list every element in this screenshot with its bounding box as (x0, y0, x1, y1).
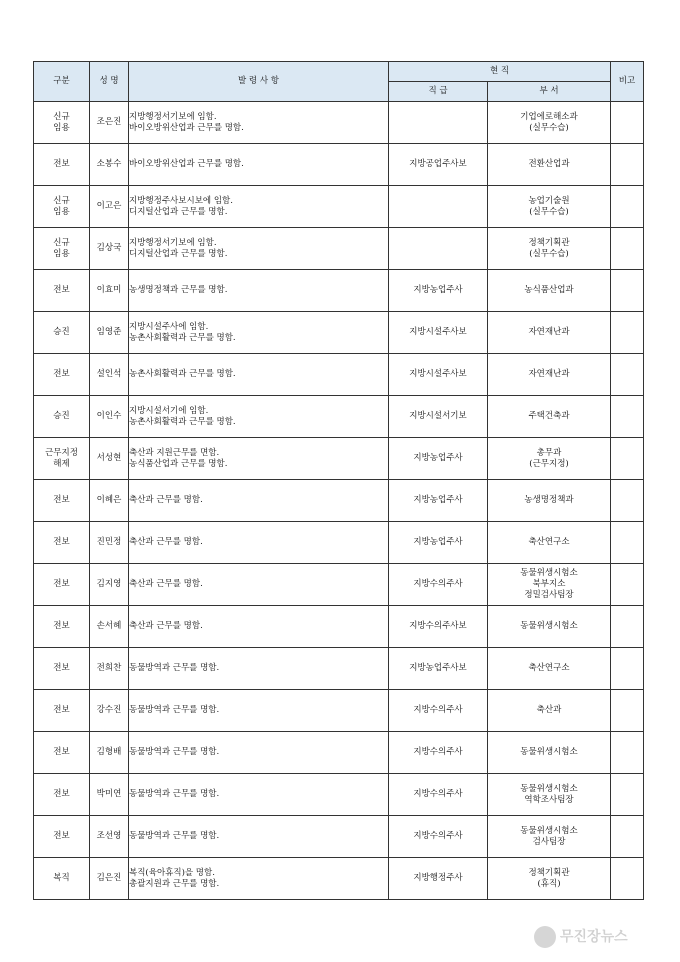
cell-order (129, 774, 389, 816)
cell-department-text: 동물위생시험소 북부지소 정밀검사팀장 (520, 568, 578, 600)
cell-department-text: 축산연구소 (528, 537, 570, 547)
cell-note (611, 186, 644, 228)
table-row (34, 732, 644, 774)
cell-department (488, 816, 611, 858)
cell-note (611, 228, 644, 270)
cell-grade (389, 228, 488, 270)
cell-order-text: 지방행정서기보에 임함. 디지털산업과 근무를 명함. (129, 237, 228, 259)
table-body (34, 102, 644, 900)
cell-department-text: 축산연구소 (528, 663, 570, 673)
cell-note (611, 690, 644, 732)
cell-name-text: 전희찬 (96, 663, 122, 673)
table-row (34, 480, 644, 522)
cell-department (488, 606, 611, 648)
cell-department-text: 농식품산업과 (524, 285, 574, 295)
cell-name-text: 강수진 (96, 705, 122, 715)
cell-note (611, 648, 644, 690)
cell-order (129, 480, 389, 522)
table-row (34, 144, 644, 186)
cell-grade-text: 지방농업주사 (413, 453, 463, 463)
cell-grade (389, 480, 488, 522)
cell-category (34, 396, 90, 438)
table-row (34, 648, 644, 690)
cell-order (129, 354, 389, 396)
cell-category (34, 354, 90, 396)
cell-department-text: 동물위생시험소 (520, 747, 578, 757)
cell-name-text: 손서혜 (96, 621, 122, 631)
cell-category (34, 606, 90, 648)
cell-grade (389, 732, 488, 774)
cell-note (611, 606, 644, 648)
cell-category-text: 전보 (53, 159, 70, 169)
cell-order-text: 지방행정서기보에 임함. 바이오방위산업과 근무를 명함. (129, 111, 244, 133)
cell-name-text: 임영준 (96, 327, 122, 337)
cell-grade-text: 지방수의주사 (413, 789, 463, 799)
cell-category-text: 전보 (53, 705, 70, 715)
cell-category-text: 전보 (53, 831, 70, 841)
cell-name-text: 김은진 (96, 873, 122, 883)
cell-grade (389, 816, 488, 858)
cell-order (129, 102, 389, 144)
cell-note (611, 816, 644, 858)
cell-grade (389, 102, 488, 144)
cell-order-text: 동물방역과 근무를 명함. (129, 747, 220, 757)
cell-department-text: 동물위생시험소 검사팀장 (520, 825, 578, 847)
cell-name (90, 144, 129, 186)
cell-category (34, 564, 90, 606)
cell-name-text: 서성현 (96, 453, 122, 463)
cell-name (90, 480, 129, 522)
cell-note (611, 774, 644, 816)
cell-order-text: 지방행정주사보시보에 임함. 디지털산업과 근무를 명함. (129, 195, 233, 217)
cell-category (34, 522, 90, 564)
cell-order (129, 186, 389, 228)
header-grade: 직 급 (389, 82, 488, 102)
cell-department (488, 522, 611, 564)
cell-category (34, 816, 90, 858)
cell-grade (389, 144, 488, 186)
cell-category-text: 신규 임용 (53, 195, 70, 217)
cell-department-text: 동물위생시험소 (520, 621, 578, 631)
cell-department-text: 주택건축과 (528, 411, 570, 421)
table-row (34, 690, 644, 732)
cell-order (129, 690, 389, 732)
cell-grade-text: 지방수의주사 (413, 747, 463, 757)
cell-category-text: 전보 (53, 789, 70, 799)
cell-department (488, 312, 611, 354)
cell-order (129, 648, 389, 690)
cell-category-text: 전보 (53, 537, 70, 547)
cell-department (488, 480, 611, 522)
cell-name (90, 396, 129, 438)
cell-note (611, 102, 644, 144)
cell-grade-text: 지방농업주사 (413, 285, 463, 295)
cell-grade (389, 186, 488, 228)
cell-order-text: 동물방역과 근무를 명함. (129, 789, 220, 799)
table-row (34, 312, 644, 354)
cell-order-text: 축산과 근무를 명함. (129, 537, 203, 547)
cell-order-text: 지방시설주사에 임함. 농촌사회활력과 근무를 명함. (129, 321, 236, 343)
cell-name (90, 648, 129, 690)
cell-category-text: 전보 (53, 579, 70, 589)
cell-name (90, 438, 129, 480)
cell-category (34, 186, 90, 228)
cell-department (488, 186, 611, 228)
cell-grade-text: 지방시설주사보 (409, 369, 467, 379)
cell-order-text: 동물방역과 근무를 명함. (129, 705, 220, 715)
cell-name-text: 소봉수 (96, 159, 122, 169)
cell-department (488, 270, 611, 312)
cell-category (34, 270, 90, 312)
cell-department (488, 438, 611, 480)
cell-category-text: 신규 임용 (53, 237, 70, 259)
cell-category-text: 근무지정 해제 (45, 447, 78, 469)
cell-department-text: 전환산업과 (528, 159, 570, 169)
cell-category-text: 전보 (53, 621, 70, 631)
cell-grade (389, 774, 488, 816)
cell-order (129, 858, 389, 900)
cell-category-text: 전보 (53, 285, 70, 295)
cell-note (611, 480, 644, 522)
cell-category-text: 복직 (53, 873, 70, 883)
cell-order (129, 270, 389, 312)
cell-note (611, 144, 644, 186)
cell-category (34, 774, 90, 816)
cell-department-text: 정책기획관 (실무수습) (528, 237, 570, 259)
cell-category (34, 144, 90, 186)
cell-grade-text: 지방농업주사보 (409, 663, 467, 673)
cell-order (129, 396, 389, 438)
cell-order (129, 732, 389, 774)
cell-grade (389, 858, 488, 900)
cell-note (611, 438, 644, 480)
cell-department-text: 농업기술원 (실무수습) (528, 195, 570, 217)
cell-grade-text: 지방시설주사보 (409, 327, 467, 337)
cell-name-text: 이혜은 (96, 495, 122, 505)
table-row (34, 606, 644, 648)
cell-note (611, 396, 644, 438)
cell-department-text: 자연재난과 (528, 369, 570, 379)
cell-name-text: 박미연 (96, 789, 122, 799)
table-row (34, 438, 644, 480)
cell-name (90, 606, 129, 648)
table-row (34, 396, 644, 438)
cell-department-text: 동물위생시험소 역학조사팀장 (520, 783, 578, 805)
cell-grade (389, 648, 488, 690)
cell-name (90, 186, 129, 228)
cell-department (488, 648, 611, 690)
cell-name (90, 816, 129, 858)
cell-grade (389, 522, 488, 564)
cell-name-text: 김지영 (96, 579, 122, 589)
cell-name-text: 이고은 (96, 201, 122, 211)
cell-department (488, 732, 611, 774)
header-name: 성 명 (90, 62, 129, 102)
cell-name-text: 이효미 (96, 285, 122, 295)
table-row (34, 228, 644, 270)
table-row (34, 102, 644, 144)
cell-department-text: 축산과 (536, 705, 562, 715)
cell-name (90, 354, 129, 396)
cell-department (488, 228, 611, 270)
table-row (34, 186, 644, 228)
cell-name (90, 774, 129, 816)
cell-grade-text: 지방시설서기보 (409, 411, 467, 421)
cell-name-text: 조선영 (96, 831, 122, 841)
cell-grade (389, 354, 488, 396)
cell-order (129, 438, 389, 480)
cell-order-text: 축산과 근무를 명함. (129, 621, 203, 631)
cell-category (34, 312, 90, 354)
cell-name-text: 진민정 (96, 537, 122, 547)
cell-grade-text: 지방수의주사 (413, 831, 463, 841)
personnel-order-table (33, 61, 644, 900)
cell-department (488, 102, 611, 144)
cell-order-text: 복직(육아휴직)을 명함. 총괄지원과 근무를 명함. (129, 867, 220, 889)
cell-order-text: 축산과 지원근무를 면함. 농식품산업과 근무를 명함. (129, 447, 228, 469)
cell-name (90, 102, 129, 144)
cell-note (611, 312, 644, 354)
cell-department-text: 정책기획관 (휴직) (528, 867, 570, 889)
cell-order-text: 동물방역과 근무를 명함. (129, 663, 220, 673)
table-row (34, 774, 644, 816)
cell-note (611, 858, 644, 900)
cell-order (129, 816, 389, 858)
cell-grade-text: 지방수의주사보 (409, 621, 467, 631)
cell-grade (389, 270, 488, 312)
cell-department (488, 774, 611, 816)
cell-name-text: 설인석 (96, 369, 122, 379)
cell-department (488, 144, 611, 186)
cell-category-text: 전보 (53, 663, 70, 673)
cell-name (90, 690, 129, 732)
cell-category (34, 690, 90, 732)
cell-grade (389, 438, 488, 480)
cell-category-text: 승진 (53, 411, 70, 421)
table-row (34, 858, 644, 900)
cell-department (488, 858, 611, 900)
cell-note (611, 732, 644, 774)
cell-department-text: 농생명정책과 (524, 495, 574, 505)
cell-department (488, 354, 611, 396)
cell-name-text: 김형배 (96, 747, 122, 757)
cell-grade (389, 564, 488, 606)
cell-order-text: 농촌사회활력과 근무를 명함. (129, 369, 236, 379)
cell-name (90, 858, 129, 900)
cell-name (90, 732, 129, 774)
cell-order-text: 축산과 근무를 명함. (129, 495, 203, 505)
cell-name-text: 조은진 (96, 117, 122, 127)
cell-order (129, 606, 389, 648)
cell-grade-text: 지방농업주사 (413, 537, 463, 547)
header-order: 발 령 사 항 (129, 62, 389, 102)
cell-department (488, 396, 611, 438)
table-row (34, 354, 644, 396)
cell-category-text: 승진 (53, 327, 70, 337)
cell-name (90, 228, 129, 270)
cell-name (90, 312, 129, 354)
cell-name (90, 522, 129, 564)
cell-order (129, 312, 389, 354)
cell-name-text: 김상국 (96, 243, 122, 253)
cell-category-text: 전보 (53, 495, 70, 505)
cell-category (34, 858, 90, 900)
cell-name (90, 270, 129, 312)
cell-category-text: 전보 (53, 369, 70, 379)
cell-grade-text: 지방공업주사보 (409, 159, 467, 169)
table-row (34, 816, 644, 858)
watermark-text: 무진장뉴스 (560, 929, 628, 945)
table-row (34, 564, 644, 606)
header-department: 부 서 (488, 82, 611, 102)
cell-grade (389, 606, 488, 648)
cell-grade-text: 지방농업주사 (413, 495, 463, 505)
cell-category-text: 신규 임용 (53, 111, 70, 133)
cell-note (611, 270, 644, 312)
cell-grade (389, 312, 488, 354)
cell-grade (389, 396, 488, 438)
cell-category (34, 480, 90, 522)
header-category: 구분 (34, 62, 90, 102)
cell-category (34, 228, 90, 270)
cell-grade-text: 지방수의주사 (413, 705, 463, 715)
table-row (34, 270, 644, 312)
cell-note (611, 354, 644, 396)
cell-name (90, 564, 129, 606)
cell-order (129, 564, 389, 606)
cell-category (34, 102, 90, 144)
table-row (34, 522, 644, 564)
watermark-logo (534, 922, 670, 952)
cell-note (611, 522, 644, 564)
header-note: 비고 (611, 62, 644, 102)
cell-grade (389, 690, 488, 732)
cell-order-text: 축산과 근무를 명함. (129, 579, 203, 589)
cell-order-text: 지방시설서기에 임함. 농촌사회활력과 근무를 명함. (129, 405, 236, 427)
cell-order (129, 522, 389, 564)
header-current-position: 현 직 (389, 62, 611, 82)
cell-department-text: 총무과 (근무지정) (529, 447, 569, 469)
watermark-icon (534, 926, 556, 948)
cell-grade-text: 지방수의주사 (413, 579, 463, 589)
cell-department (488, 564, 611, 606)
cell-order-text: 동물방역과 근무를 명함. (129, 831, 220, 841)
cell-grade-text: 지방행정주사 (413, 873, 463, 883)
cell-category (34, 732, 90, 774)
cell-category (34, 648, 90, 690)
cell-order (129, 144, 389, 186)
cell-order-text: 농생명정책과 근무를 명함. (129, 285, 228, 295)
cell-department-text: 기업에로해소과 (실무수습) (520, 111, 578, 133)
cell-order (129, 228, 389, 270)
cell-department (488, 690, 611, 732)
cell-category (34, 438, 90, 480)
cell-order-text: 바이오방위산업과 근무를 명함. (129, 159, 244, 169)
cell-note (611, 564, 644, 606)
cell-department-text: 자연재난과 (528, 327, 570, 337)
cell-name-text: 이인수 (96, 411, 122, 421)
cell-category-text: 전보 (53, 747, 70, 757)
